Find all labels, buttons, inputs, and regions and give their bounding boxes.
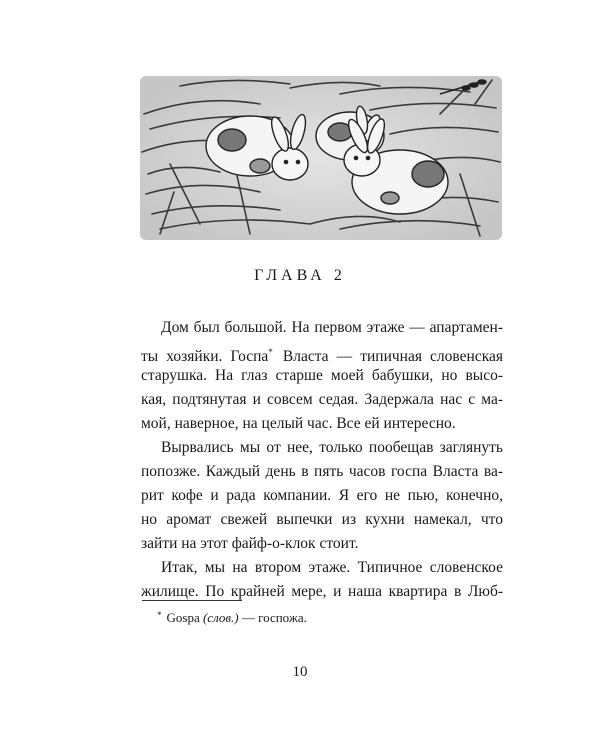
body-line: Итак, мы на втором этаже. Типичное словенское (161, 559, 503, 576)
footnote-marker: * (157, 610, 162, 620)
body-text (141, 316, 503, 604)
body-line: рит кофе и рада компании. Я его не пью, конечно, (141, 487, 503, 504)
rabbits-illustration (140, 74, 502, 242)
body-line-part: Власта — типичная словенская (282, 348, 503, 365)
body-line-part: ты хозяйки. Госпа (141, 348, 269, 365)
page-number: 10 (292, 664, 308, 680)
body-line: жилище. По крайней мере, и наша квартира в Люб- (141, 583, 503, 600)
body-line: Вырвались мы от нее, только пообещав заглянуть (161, 439, 503, 456)
footnote-language-note: (слов.) (202, 610, 239, 625)
body-line: зайти на этот файф-о-клок стоит. (141, 535, 359, 552)
body-line: попозже. Каждый день в пять часов госпа Власта ва- (141, 463, 503, 480)
body-line: кая, подтянутая и совсем седая. Задержала нас с ма- (141, 391, 503, 408)
body-line (141, 340, 503, 364)
chapter-heading: ГЛАВА 2 (254, 267, 346, 284)
footnote (157, 606, 307, 627)
footnote-term: Gospa (166, 610, 200, 625)
footnote-definition: — госпожа. (241, 610, 307, 625)
footnote-reference: * (268, 347, 273, 357)
body-line: мой, наверное, на целый час. Все ей интересно. (141, 415, 456, 432)
body-line: Дом был большой. На первом этаже — апартамен- (161, 319, 503, 336)
body-line: но аромат свежей выпечки из кухни намекал, что (141, 511, 503, 528)
footnote-divider (142, 600, 242, 601)
body-line: старушка. На глаз старше моей бабушки, но высо- (141, 367, 503, 384)
